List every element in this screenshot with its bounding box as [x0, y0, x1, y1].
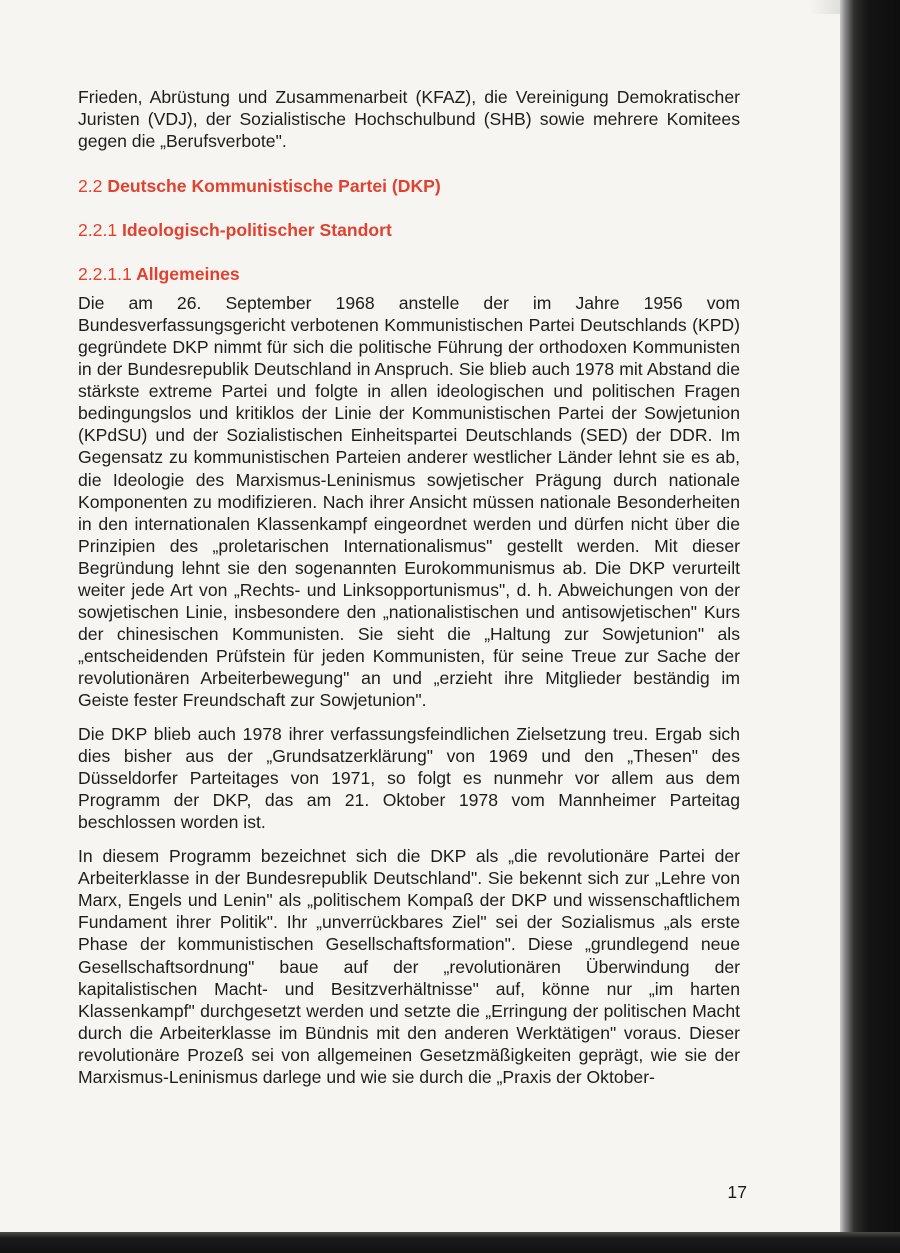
book-spine [840, 0, 900, 1253]
body-paragraph: Die am 26. September 1968 anstelle der im Jahre 1956 vom Bundesverfassungsgericht verbotenen Kommunistischen Partei Deutschlands (KPD) gegründete DKP nimmt für sich die politische Führung der orthodoxen Kommunisten in der Bundesrepublik Deutschland in Anspruch. Sie blieb auch 1978 mit Abstand die stärkste extreme Partei und folgte in allen ideologischen und politischen Fragen bedingungslos und kritiklos der Linie der Kommunistischen Partei der Sowjetunion (KPdSU) und der Sozialistischen Einheitspartei Deutschlands (SED) der DDR. Im Gegensatz zu kommunistischen Parteien anderer westlicher Länder lehnt sie es ab, die Ideologie des Marxismus-Leninismus sowjetischer Prägung durch nationale Komponenten zu modifizieren. Nach ihrer Ansicht müssen nationale Besonderheiten in den internationalen Klassenkampf eingeordnet werden und dürfen nicht über die Prinzipien des „proletarischen Internationalismus" gestellt werden. Mit dieser Begründung lehnt sie den sogenannten Eurokommunismus ab. Die DKP verurteilt weiter jede Art von „Rechts- und Linksopportunismus", d. h. Abweichungen von der sowjetischen Linie, insbesondere den „nationalistischen und antisowjetischen" Kurs der chinesischen Kommunisten. Sie sieht die „Haltung zur Sowjetunion" als „entscheidenden Prüfstein für jeden Kommunisten, für seine Treue zur Sache der revolutionären Arbeiterbewegung" an und „erzieht ihre Mitglieder beständig im Geiste fester Freundschaft zur Sowjetunion". [78, 293, 740, 710]
page-content [78, 86, 740, 1088]
page-bottom-edge [0, 1232, 900, 1253]
heading-number: 2.2 [78, 176, 103, 197]
heading-2-2-1-1 [78, 263, 740, 285]
heading-title: Deutsche Kommunistische Partei (DKP) [107, 176, 441, 197]
heading-title: Allgemeines [136, 264, 240, 285]
body-paragraph: In diesem Programm bezeichnet sich die DKP als „die revolutionäre Partei der Arbeiterklasse in der Bundesrepublik Deutschland". Sie bekennt sich zur „Lehre von Marx, Engels und Lenin" als „politischem Kompaß der DKP und wissenschaftlichem Fundament ihrer Politik". Ihr „unverrückbares Ziel" sei der Sozialismus „als erste Phase der kommunistischen Gesellschaftsformation". Diese „grundlegend neue Gesellschaftsordnung" baue auf der „revolutionären Überwindung der kapitalistischen Macht- und Besitzverhältnisse" auf, könne nur „im harten Klassenkampf" durchgesetzt werden und setzte die „Erringung der politischen Macht durch die Arbeiterklasse im Bündnis mit den anderen Werktätigen" voraus. Dieser revolutionäre Prozeß sei von allgemeinen Gesetzmäßigkeiten geprägt, wie sie der Marxismus-Leninismus darlege und wie sie durch die „Praxis der Oktober- [78, 846, 740, 1087]
heading-title: Ideologisch-politischer Standort [122, 220, 392, 241]
body-paragraph: Die DKP blieb auch 1978 ihrer verfassungsfeindlichen Zielsetzung treu. Ergab sich dies bisher aus der „Grundsatzerklärung" von 1969 und den „Thesen" des Düsseldorfer Parteitages von 1971, so folgt es nunmehr vor allem aus dem Programm der DKP, das am 21. Oktober 1978 vom Mannheimer Parteitag beschlossen worden ist. [78, 724, 740, 833]
heading-2-2-1 [78, 219, 740, 241]
heading-number: 2.2.1 [78, 220, 118, 241]
heading-number: 2.2.1.1 [78, 264, 132, 285]
heading-2-2 [78, 175, 740, 197]
page-number: 17 [727, 1182, 747, 1202]
intro-paragraph: Frieden, Abrüstung und Zusammenarbeit (KFAZ), die Vereinigung Demokratischer Juristen (VDJ), der Sozialistische Hochschulbund (SHB) sowie mehrere Komitees gegen die „Berufsverbote". [78, 87, 740, 152]
